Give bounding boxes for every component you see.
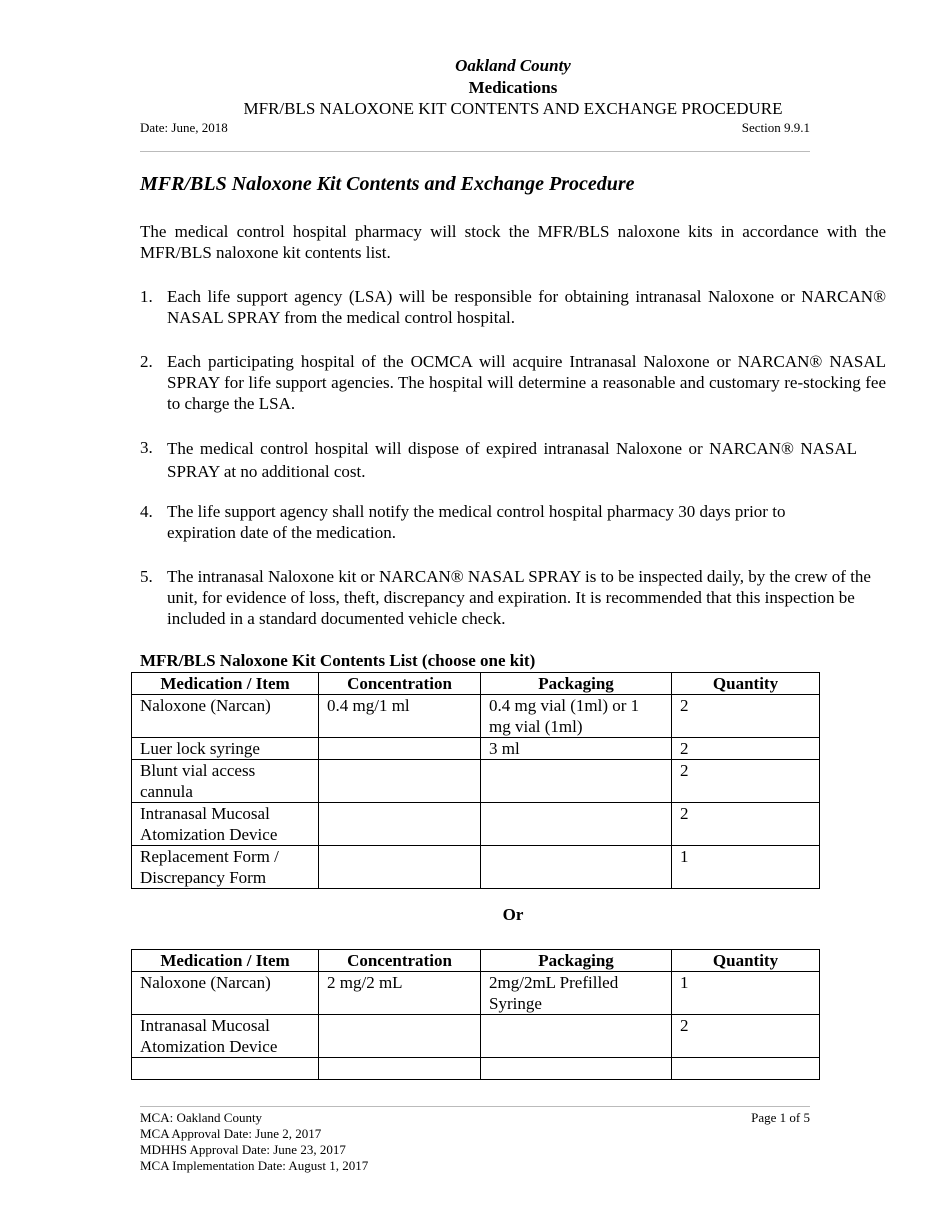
cell-medication: Intranasal Mucosal Atomization Device [132, 803, 319, 846]
list-item [140, 286, 886, 328]
table-row [132, 695, 820, 738]
table-row [132, 760, 820, 803]
cell-concentration: 0.4 mg/1 ml [319, 695, 481, 738]
column-header-packaging: Packaging [481, 673, 672, 695]
document-date: Date: June, 2018 [140, 120, 228, 135]
or-separator: Or [502, 905, 524, 924]
table-row [132, 803, 820, 846]
cell-quantity: 2 [672, 695, 820, 738]
cell-quantity: 2 [672, 738, 820, 760]
cell-concentration [319, 846, 481, 889]
list-item-text: The medical control hospital will dispose of expired intranasal Naloxone or NARCAN® NASAL SPRAY at no additional cost. [167, 439, 857, 481]
column-header-packaging: Packaging [481, 950, 672, 972]
cell-medication: Luer lock syringe [132, 738, 319, 760]
cell-concentration [319, 738, 481, 760]
list-item [140, 501, 886, 543]
list-item-number: 2. [140, 352, 153, 371]
column-header-concentration: Concentration [319, 673, 481, 695]
list-item-text: The life support agency shall notify the medical control hospital pharmacy 30 days prior to expiration date of the medication. [167, 502, 786, 542]
cell-medication [132, 1058, 319, 1080]
department-name: Medications [468, 78, 558, 97]
footer-mdhhs-approval: MDHHS Approval Date: June 23, 2017 [140, 1142, 346, 1157]
list-item-number: 3. [140, 438, 153, 457]
cell-packaging [481, 1058, 672, 1080]
kit-table-title: MFR/BLS Naloxone Kit Contents List (choose one kit) [140, 651, 536, 670]
cell-quantity: 2 [672, 1015, 820, 1058]
column-header-quantity: Quantity [672, 673, 820, 695]
footer-mca-approval: MCA Approval Date: June 2, 2017 [140, 1126, 322, 1141]
table-header-row [132, 950, 820, 972]
intro-paragraph: The medical control hospital pharmacy will stock the MFR/BLS naloxone kits in accordance with the MFR/BLS naloxone kit contents list. [140, 222, 886, 262]
cell-packaging: 2mg/2mL Prefilled Syringe [481, 972, 672, 1015]
cell-medication: Naloxone (Narcan) [132, 695, 319, 738]
cell-concentration [319, 760, 481, 803]
county-name: Oakland County [455, 56, 571, 75]
list-item-text: The intranasal Naloxone kit or NARCAN® NASAL SPRAY is to be inspected daily, by the crew of the unit, for evidence of loss, theft, discrepancy and expiration. It is recommended that this inspection be included in a standard documented vehicle check. [167, 567, 871, 628]
list-item [140, 437, 886, 483]
cell-quantity: 2 [672, 760, 820, 803]
column-header-medication: Medication / Item [132, 673, 319, 695]
table-row [132, 1058, 820, 1080]
column-header-medication: Medication / Item [132, 950, 319, 972]
cell-concentration [319, 1058, 481, 1080]
table-row [132, 846, 820, 889]
list-item [140, 566, 886, 629]
footer-divider [140, 1106, 810, 1107]
cell-quantity: 1 [672, 972, 820, 1015]
cell-concentration [319, 803, 481, 846]
cell-medication: Naloxone (Narcan) [132, 972, 319, 1015]
footer-mca: MCA: Oakland County [140, 1110, 263, 1125]
table-row [132, 1015, 820, 1058]
cell-packaging: 0.4 mg vial (1ml) or 1 mg vial (1ml) [481, 695, 672, 738]
page-number: Page 1 of 5 [751, 1110, 810, 1125]
cell-quantity [672, 1058, 820, 1080]
table-row [132, 972, 820, 1015]
list-item [140, 351, 886, 414]
cell-quantity: 2 [672, 803, 820, 846]
cell-medication: Replacement Form / Discrepancy Form [132, 846, 319, 889]
list-item-text: Each life support agency (LSA) will be responsible for obtaining intranasal Naloxone or NARCAN® NASAL SPRAY from the medical control hospital. [167, 287, 886, 327]
cell-medication: Intranasal Mucosal Atomization Device [132, 1015, 319, 1058]
section-number: Section 9.9.1 [741, 120, 810, 135]
cell-quantity: 1 [672, 846, 820, 889]
cell-packaging [481, 760, 672, 803]
cell-packaging: 3 ml [481, 738, 672, 760]
column-header-quantity: Quantity [672, 950, 820, 972]
cell-concentration [319, 1015, 481, 1058]
footer-info [140, 1110, 368, 1174]
table-row [132, 738, 820, 760]
procedure-header-title: MFR/BLS NALOXONE KIT CONTENTS AND EXCHANGE PROCEDURE [243, 99, 783, 118]
cell-packaging [481, 1015, 672, 1058]
header-divider [140, 151, 810, 152]
cell-medication: Blunt vial access cannula [132, 760, 319, 803]
footer-implementation-date: MCA Implementation Date: August 1, 2017 [140, 1158, 369, 1173]
kit-contents-table-1 [131, 672, 820, 889]
list-item-text: Each participating hospital of the OCMCA will acquire Intranasal Naloxone or NARCAN® NASAL SPRAY for life support agencies. The hospital will determine a reasonable and customary re-stocking fee to charge the LSA. [167, 352, 886, 413]
cell-packaging [481, 803, 672, 846]
list-item-number: 4. [140, 502, 153, 521]
kit-contents-table-2 [131, 949, 820, 1080]
list-item-number: 1. [140, 287, 153, 306]
list-item-number: 5. [140, 567, 153, 586]
column-header-concentration: Concentration [319, 950, 481, 972]
cell-concentration: 2 mg/2 mL [319, 972, 481, 1015]
cell-packaging [481, 846, 672, 889]
document-title: MFR/BLS Naloxone Kit Contents and Exchange Procedure [140, 173, 635, 195]
table-header-row [132, 673, 820, 695]
